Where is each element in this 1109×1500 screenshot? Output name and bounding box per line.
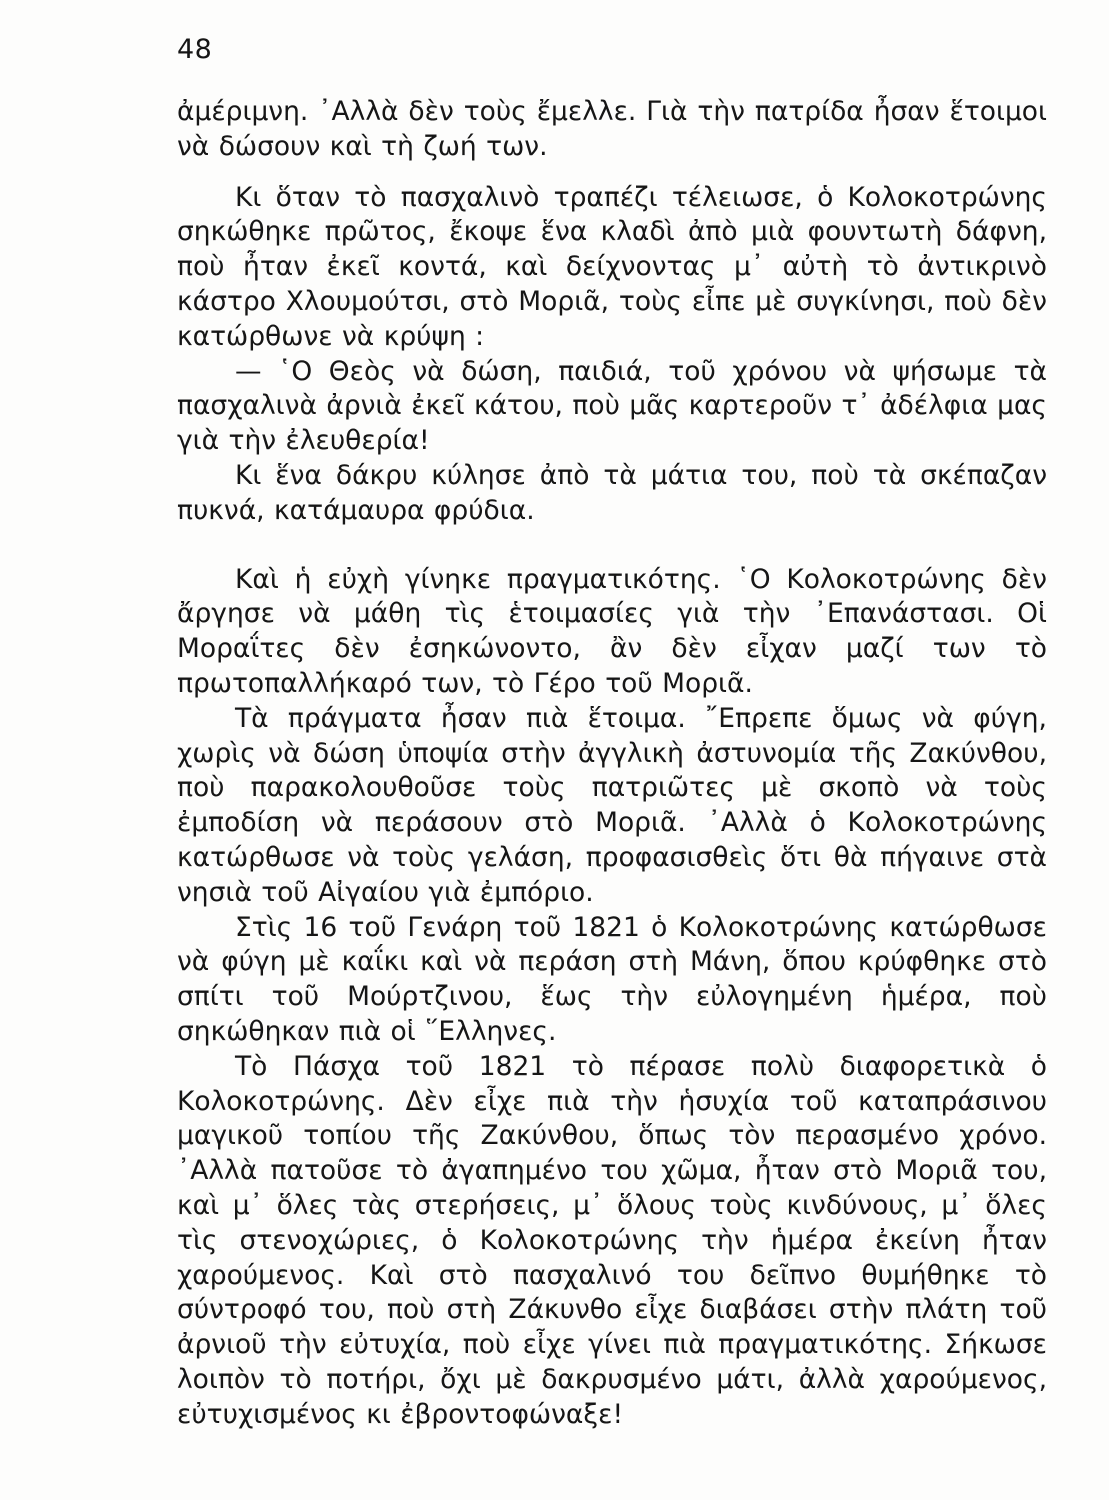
page-number: 48 [177, 34, 213, 65]
paragraph: Κι ὅταν τὸ πασχαλινὸ τραπέζι τέλειωσε, ὁ Κολοκοτρώνης σηκώθηκε πρῶτος, ἔκοψε ἕνα κλαδὶ ἀπὸ μιὰ φουντωτὴ δάφνη, ποὺ ἦταν ἐκεῖ κοντά, καὶ δείχνοντας μ᾿ αὐτὴ τὸ ἀντικρινὸ κάστρο Χλουμούτσι, στὸ Μοριᾶ, τοὺς εἶπε μὲ συγκίνησι, ποὺ δὲν κατώρθωνε νὰ κρύψη : [177, 181, 1047, 352]
paragraph: ἀμέριμνη. ᾿Αλλὰ δὲν τοὺς ἔμελλε. Γιὰ τὴν πατρίδα ἦσαν ἕτοιμοι νὰ δώσουν καὶ τὴ ζωή των. [177, 96, 1047, 162]
dialogue-paragraph: — ῾Ο Θεὸς νὰ δώση, παιδιά, τοῦ χρόνου νὰ ψήσωμε τὰ πασχαλινὰ ἀρνιὰ ἐκεῖ κάτου, ποὺ μᾶς καρτεροῦν τ᾿ ἀδέλφια μας γιὰ τὴν ἐλευθερία! [177, 355, 1047, 457]
body-text [177, 95, 1047, 1432]
paragraph: Κι ἕνα δάκρυ κύλησε ἀπὸ τὰ μάτια του, ποὺ τὰ σκέπαζαν πυκνά, κατάμαυρα φρύδια. [177, 459, 1047, 526]
paragraph: Καὶ ἡ εὐχὴ γίνηκε πραγματικότης. ῾Ο Κολοκοτρώνης δὲν ἄργησε νὰ μάθη τὶς ἑτοιμασίες γιὰ τὴν ᾿Επανάστασι. Οἱ Μοραΐτες δὲν ἐσηκώνοντο, ἂν δὲν εἶχαν μαζί των τὸ πρωτοπαλλήκαρό των, τὸ Γέρο τοῦ Μοριᾶ. [177, 563, 1047, 699]
paragraph: Τὰ πράγματα ἦσαν πιὰ ἕτοιμα. ῎Επρεπε ὅμως νὰ φύγη, χωρὶς νὰ δώση ὑποψία στὴν ἀγγλικὴ ἀστυνομία τῆς Ζακύνθου, ποὺ παρακολουθοῦσε τοὺς πατριῶτες μὲ σκοπὸ νὰ τοὺς ἐμποδίση νὰ περάσουν στὸ Μοριᾶ. ᾿Αλλὰ ὁ Κολοκοτρώνης κατώρθωσε νὰ τοὺς γελάση, προφασισθεὶς ὅτι θὰ πήγαινε στὰ νησιὰ τοῦ Αἰγαίου γιὰ ἐμπόριο. [177, 702, 1047, 908]
paragraph: Στὶς 16 τοῦ Γενάρη τοῦ 1821 ὁ Κολοκοτρώνης κατώρθωσε νὰ φύγη μὲ καΐκι καὶ νὰ περάση στὴ Μάνη, ὅπου κρύφθηκε στὸ σπίτι τοῦ Μούρτζινου, ἕως τὴν εὐλογημένη ἡμέρα, ποὺ σηκώθηκαν πιὰ οἱ ῞Ελληνες. [177, 911, 1047, 1047]
paragraph: Τὸ Πάσχα τοῦ 1821 τὸ πέρασε πολὺ διαφορετικὰ ὁ Κολοκοτρώνης. Δὲν εἶχε πιὰ τὴν ἡσυχία τοῦ καταπράσινου μαγικοῦ τοπίου τῆς Ζακύνθου, ὅπως τὸν περασμένο χρόνο. ᾿Αλλὰ πατοῦσε τὸ ἀγαπημένο του χῶμα, ἦταν στὸ Μοριᾶ του, καὶ μ᾿ ὅλες τὰς στερήσεις, μ᾿ ὅλους τοὺς κινδύνους, μ᾿ ὅλες τὶς στενοχώριες, ὁ Κολοκοτρώνης τὴν ἡμέρα ἐκείνη ἦταν χαρούμενος. Καὶ στὸ πασχαλινό του δεῖπνο θυμήθηκε τὸ σύντροφό του, ποὺ στὴ Ζάκυνθο εἶχε διαβάσει στὴν πλάτη τοῦ ἀρνιοῦ τὴν εὐτυχία, ποὺ εἶχε γίνει πιὰ πραγματικότης. Σήκωσε λοιπὸν τὸ ποτήρι, ὄχι μὲ δακρυσμένο μάτι, ἀλλὰ χαρούμενος, εὐτυχισμένος κι ἐβροντοφώναξε! [177, 1050, 1047, 1430]
